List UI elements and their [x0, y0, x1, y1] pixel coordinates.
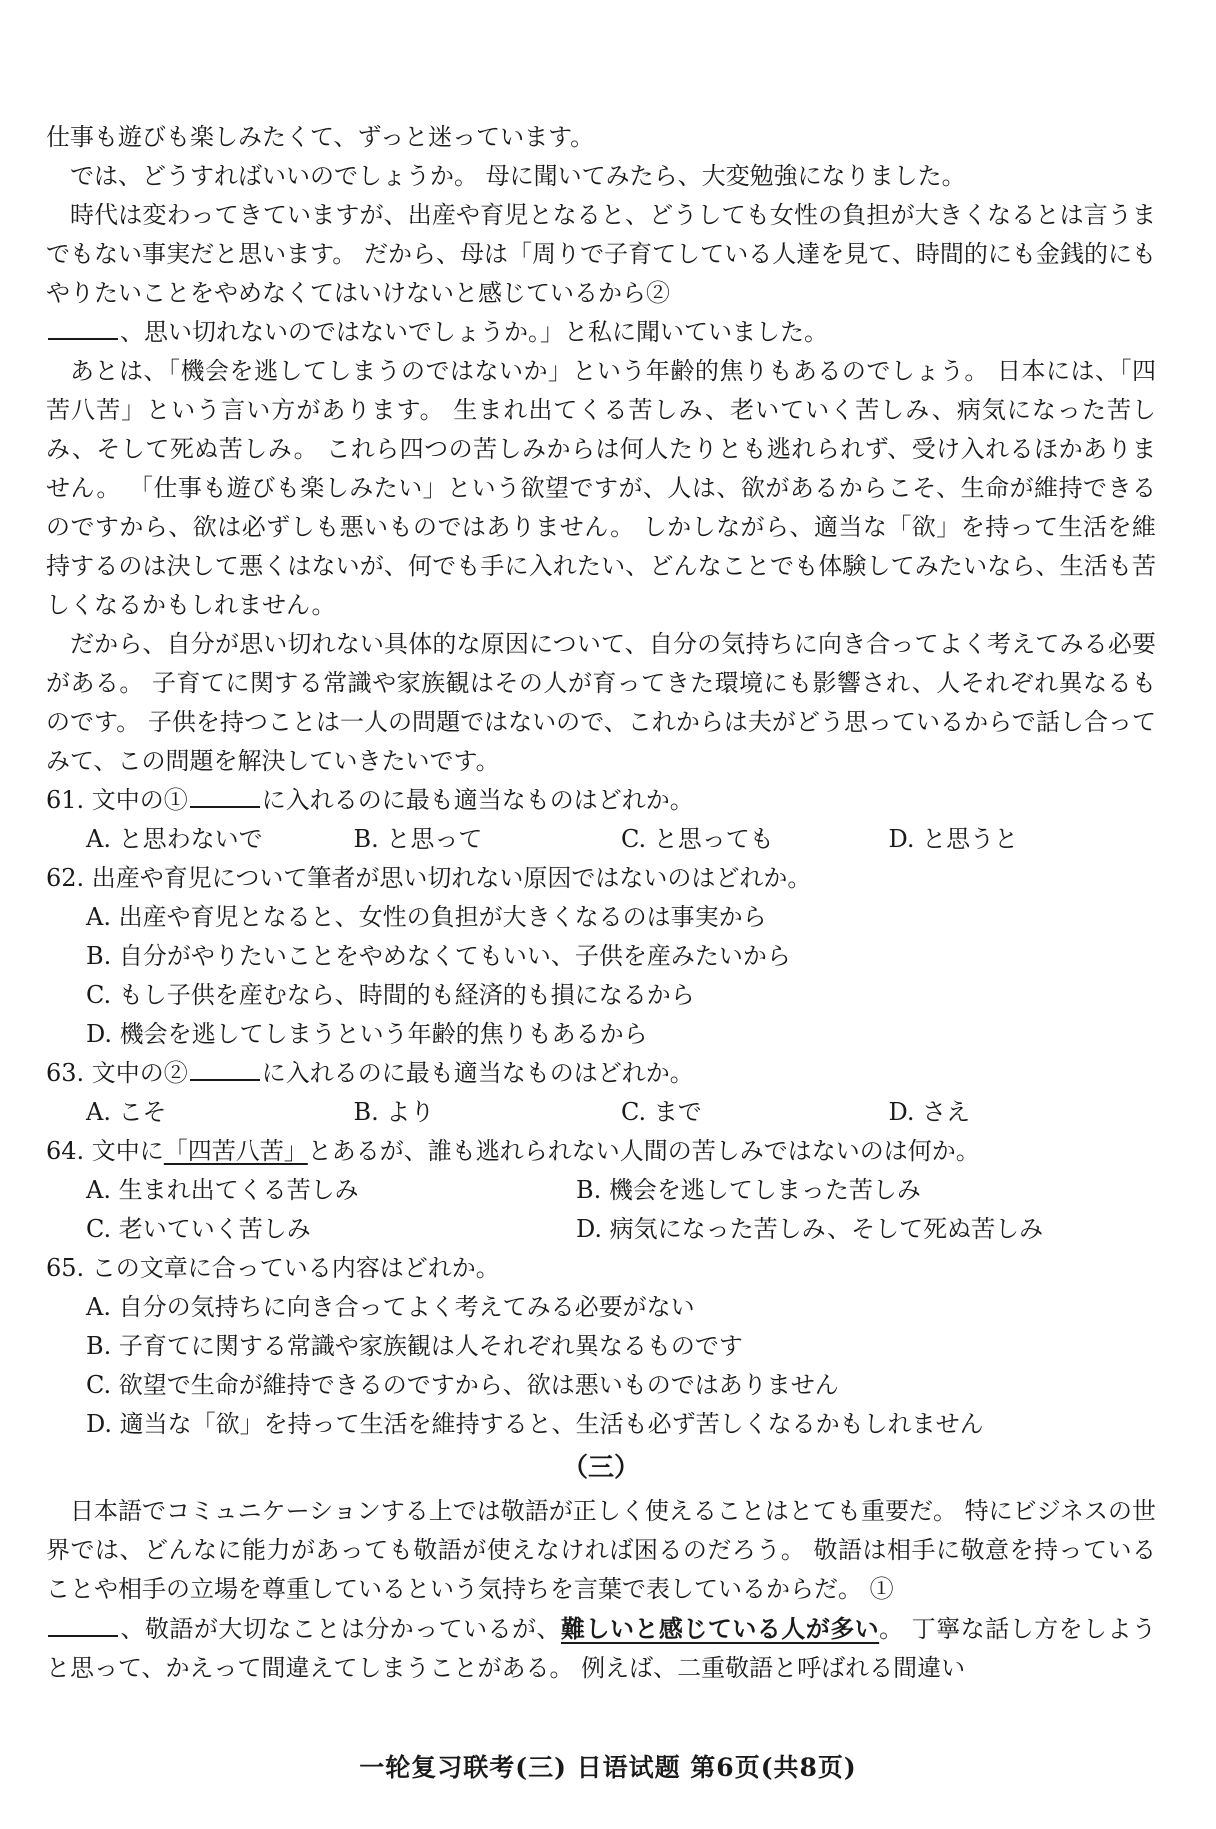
option-c: C. 欲望で生命が維持できるのですから、欲は悪いものではありません: [86, 1371, 839, 1399]
option-a: A. と思わないで: [86, 825, 263, 853]
option-c: C. まで: [621, 1098, 702, 1126]
underlined-phrase: 難しいと感じている人が多い: [561, 1614, 880, 1643]
option-a: A. 出産や育児となると、女性の負担が大きくなるのは事実から: [86, 903, 767, 931]
passage-paragraph: では、どうすればいいのでしょうか。 母に聞いてみたら、大変勉強になりました。: [70, 162, 966, 190]
option-b: B. と思って: [353, 825, 483, 853]
option-d: D. 機会を逃してしまうという年齢的焦りもあるから: [86, 1020, 648, 1048]
answer-blank-1: [48, 1617, 118, 1637]
answer-blank-2: [48, 320, 118, 340]
option-b: B. 自分がやりたいことをやめなくてもいい、子供を産みたいから: [86, 942, 791, 970]
question-65: 65. この文章に合っている内容はどれか。: [46, 1254, 500, 1282]
passage-text: 、敬語が大切なことは分かっているが、: [120, 1615, 561, 1643]
question-64-options-row2: [46, 1210, 1156, 1249]
term-shiku-hakku: 「四苦八苦」: [163, 1137, 308, 1165]
passage-text: 時代は変わってきていますが、出産や育児となると、どうしても女性の負担が大きくなるとは言うまでもない事実だと思います。 だから、母は「周りで子育てしている人達を見て、時間的にも金銭的にもやりたいことをやめなくてはいけないと感じているから②: [46, 201, 1156, 307]
question-64: [46, 1132, 1156, 1171]
option-a: A. こそ: [86, 1098, 167, 1126]
option-d: D. さえ: [888, 1098, 971, 1126]
passage-paragraph: [46, 1492, 1156, 1688]
question-64-options-row1: [46, 1171, 1156, 1210]
passage-text: あとは、「機会を逃してしまうのではないか」という年齢的焦りもあるのでしょう。 日本には、: [70, 357, 1120, 385]
option-d: D. と思うと: [888, 825, 1019, 853]
passage-paragraph: だから、自分が思い切れない具体的な原因について、自分の気持ちに向き合ってよく考えてみる必要がある。 子育てに関する常識や家族観はその人が育ってきた環境にも影響され、人それぞれ異なるものです。 子供を持つことは一人の問題ではないので、これからは夫がどう思っているからで話し合ってみて、この問題を解決していきたいです。: [46, 630, 1156, 775]
option-d: D. 病気になった苦しみ、そして死ぬ苦しみ: [576, 1215, 1044, 1243]
question-61: [46, 781, 1156, 820]
option-c: C. と思っても: [621, 825, 774, 853]
page-footer: 一轮复习联考(三) 日语试题 第6页(共8页): [359, 1753, 857, 1782]
answer-blank: [190, 1061, 260, 1081]
passage-text: 、思い切れないのではないでしょうか。」と私に聞いていました。: [120, 318, 828, 346]
passage-paragraph: 仕事も遊びも楽しみたくて、ずっと迷っています。: [46, 123, 595, 151]
option-a: A. 自分の気持ちに向き合ってよく考えてみる必要がない: [86, 1293, 695, 1321]
option-c: C. 老いていく苦しみ: [86, 1215, 311, 1243]
question-stem: 61. 文中の①: [46, 786, 188, 814]
question-stem: とあるが、誰も逃れられない人間の苦しみではないのは何か。: [307, 1137, 980, 1165]
option-c: C. もし子供を産むなら、時間的も経済的も損になるから: [86, 981, 695, 1009]
passage-paragraph: [46, 352, 1156, 625]
question-stem: 64. 文中に: [46, 1137, 164, 1165]
option-b: B. 子育てに関する常識や家族観は人それぞれ異なるものです: [86, 1332, 743, 1360]
question-63-options: [46, 1093, 1156, 1132]
section-title: （三）: [561, 1453, 640, 1483]
question-stem: 63. 文中の②: [46, 1059, 188, 1087]
option-b: B. より: [353, 1098, 435, 1126]
passage-paragraph: [46, 196, 1156, 352]
answer-blank: [190, 788, 260, 808]
option-b: B. 機会を逃してしまった苦しみ: [576, 1176, 921, 1204]
term-shiku-hakku: 「四苦八苦」: [46, 357, 1156, 424]
question-62: 62. 出産や育児について筆者が思い切れない原因ではないのはどれか。: [46, 864, 812, 892]
passage-text: 日本語でコミュニケーションする上では敬語が正しく使えることはとても重要だ。 特にビジネスの世界では、どんなに能力があっても敬語が使えなければ困るのだろう。 敬語は相手に敬意を持っていることや相手の立場を尊重しているという気持ちを言葉で表しているからだ。 ①: [46, 1497, 1156, 1603]
option-a: A. 生まれ出てくる苦しみ: [86, 1176, 359, 1204]
option-d: D. 適当な「欲」を持って生活を維持すると、生活も必ず苦しくなるかもしれません: [86, 1410, 984, 1438]
question-63: [46, 1054, 1156, 1093]
question-stem: に入れるのに最も適当なものはどれか。: [261, 1059, 694, 1087]
question-61-options: [46, 820, 1156, 859]
question-stem: に入れるのに最も適当なものはどれか。: [261, 786, 694, 814]
passage-text: 。 丁寧な話し方をしようと思って、かえって間違えてしまうことがある。 例えば、二重敬語と呼ばれる間違い: [46, 1615, 1156, 1682]
passage-text: という言い方があります。 生まれ出てくる苦しみ、老いていく苦しみ、病気になった苦しみ、そして死ぬ苦しみ。 これら四つの苦しみからは何人たりとも逃れられず、受け入れるほかありません。 「仕事も遊びも楽しみたい」という欲望ですが、人は、欲があるからこそ、生命が維持できるのですから、欲は必ずしも悪いものではありません。 しかしながら、適当な「欲」を持って生活を維持するのは決して悪くはないが、何でも手に入れたい、どんなことでも体験してみたいなら、生活も苦しくなるかもしれません。: [46, 396, 1157, 619]
